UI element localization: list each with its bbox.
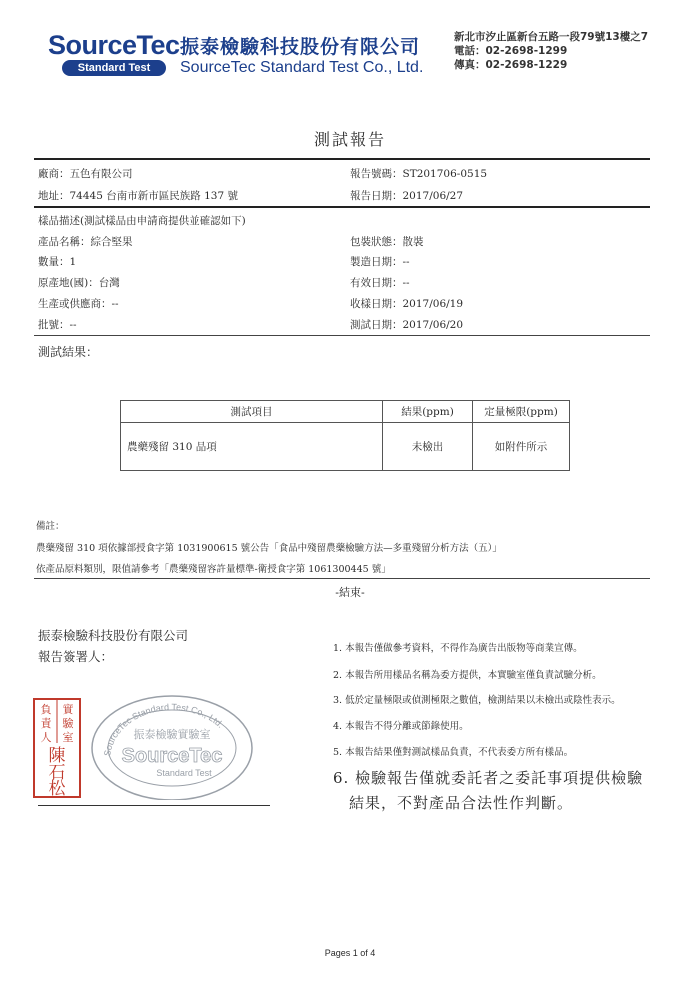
results-table <box>120 400 570 471</box>
report-date: 報告日期：2017/06/27 <box>350 190 464 202</box>
sample-description: 樣品描述(測試樣品由申請商提供並確認如下) <box>38 215 246 227</box>
company-phone: 電話：02-2698-1299 <box>454 45 568 57</box>
divider <box>34 158 650 160</box>
product-name: 產品名稱：綜合堅果 <box>38 236 133 248</box>
expiry-date: 有效日期：-- <box>350 277 410 289</box>
disclaimer-item: 1. 本報告僅做參考資料，不得作為廣告出版物等商業宣傳。 <box>333 643 583 654</box>
column-header: 測試項目 <box>121 401 383 423</box>
page-title: 測試報告 <box>313 130 386 149</box>
report-number: 報告號碼：ST201706-0515 <box>350 168 488 180</box>
stamp-char: 人 <box>40 731 52 744</box>
signer-label: 報告簽署人： <box>38 649 114 664</box>
disclaimer-item-emphasis: 結果，不對產品合法性作判斷。 <box>349 794 574 812</box>
limit-cell: 如附件所示 <box>473 423 570 471</box>
stamp-char: 石 <box>48 763 66 783</box>
stamp-char: 松 <box>48 779 66 799</box>
signature-line <box>38 805 270 806</box>
test-item-cell: 農藥殘留 310 品項 <box>121 423 383 471</box>
stamp-char: 陳 <box>48 746 66 766</box>
company-name-zh: 振泰檢驗科技股份有限公司 <box>180 36 421 58</box>
notes-label: 備註： <box>36 521 65 532</box>
column-header: 定量極限(ppm) <box>473 401 570 423</box>
stamp-char: 實 <box>62 703 74 716</box>
disclaimer-item: 3. 低於定量極限或偵測極限之數值，檢測結果以未檢出或陰性表示。 <box>333 695 621 706</box>
result-cell: 未檢出 <box>383 423 473 471</box>
column-header: 結果(ppm) <box>383 401 473 423</box>
seal-logo-text: SourceTec <box>121 745 223 767</box>
quantity: 數量：1 <box>38 256 77 268</box>
received-date: 收樣日期：2017/06/19 <box>350 298 464 310</box>
table-header-row <box>121 401 570 423</box>
signing-company: 振泰檢驗科技股份有限公司 <box>38 628 189 643</box>
contact-block <box>454 30 648 72</box>
results-label: 測試結果： <box>38 345 99 359</box>
divider <box>34 206 650 208</box>
stamp-char: 負 <box>40 703 52 716</box>
manufacture-date: 製造日期：-- <box>350 256 410 268</box>
logo-wordmark: SourceTec <box>48 30 180 60</box>
batch-number: 批號：-- <box>38 319 77 331</box>
packaging-status: 包裝狀態：散裝 <box>350 236 424 248</box>
name-stamp <box>32 697 82 799</box>
table-row <box>121 423 570 471</box>
seal-ring-text: SourceTec Standard Test Co., Ltd. <box>102 701 226 757</box>
seal-logo-subtext: Standard Test <box>156 768 212 778</box>
test-date: 測試日期：2017/06/20 <box>350 319 464 331</box>
seal-center-text: 振泰檢驗實驗室 <box>133 728 211 741</box>
company-logo <box>44 30 180 78</box>
stamp-char: 室 <box>62 731 74 744</box>
stamp-char: 責 <box>40 717 52 730</box>
page-indicator: Pages 1 of 4 <box>324 948 376 958</box>
letterhead <box>44 26 664 86</box>
manufacturer: 廠商：五色有限公司 <box>38 168 133 180</box>
disclaimer-item: 5. 本報告結果僅對測試樣品負責，不代表委方所有樣品。 <box>333 747 574 758</box>
note-line: 依產品原料類別，限值請參考「農藥殘留容許量標準-衛授食字第 1061300445 號」 <box>36 564 391 575</box>
divider <box>34 335 650 336</box>
company-name-en: SourceTec Standard Test Co., Ltd. <box>180 59 424 76</box>
company-fax: 傳真：02-2698-1229 <box>454 59 568 71</box>
company-address: 新北市汐止區新台五路一段79號13樓之7 <box>454 31 649 43</box>
disclaimer-item: 4. 本報告不得分離或節錄使用。 <box>333 721 469 732</box>
company-seal <box>88 690 256 800</box>
note-line: 農藥殘留 310 項依據部授食字第 1031900615 號公告「食品中殘留農藥檢驗方法—多重殘留分析方法（五）」 <box>36 543 502 554</box>
origin-country: 原產地(國)：台灣 <box>38 277 120 289</box>
logo-tagline: Standard Test <box>62 60 166 76</box>
disclaimer-item: 2. 本報告所用樣品名稱為委方提供，本實驗室僅負責試驗分析。 <box>333 670 602 681</box>
stamp-char: 驗 <box>62 717 74 730</box>
producer: 生產或供應商：-- <box>38 298 119 310</box>
disclaimer-item-emphasis: 6. 檢驗報告僅就委託者之委託事項提供檢驗 <box>333 769 644 787</box>
manufacturer-address: 地址：74445 台南市新市區民族路 137 號 <box>38 190 238 202</box>
divider <box>34 578 650 579</box>
end-mark: -結束- <box>335 586 365 599</box>
